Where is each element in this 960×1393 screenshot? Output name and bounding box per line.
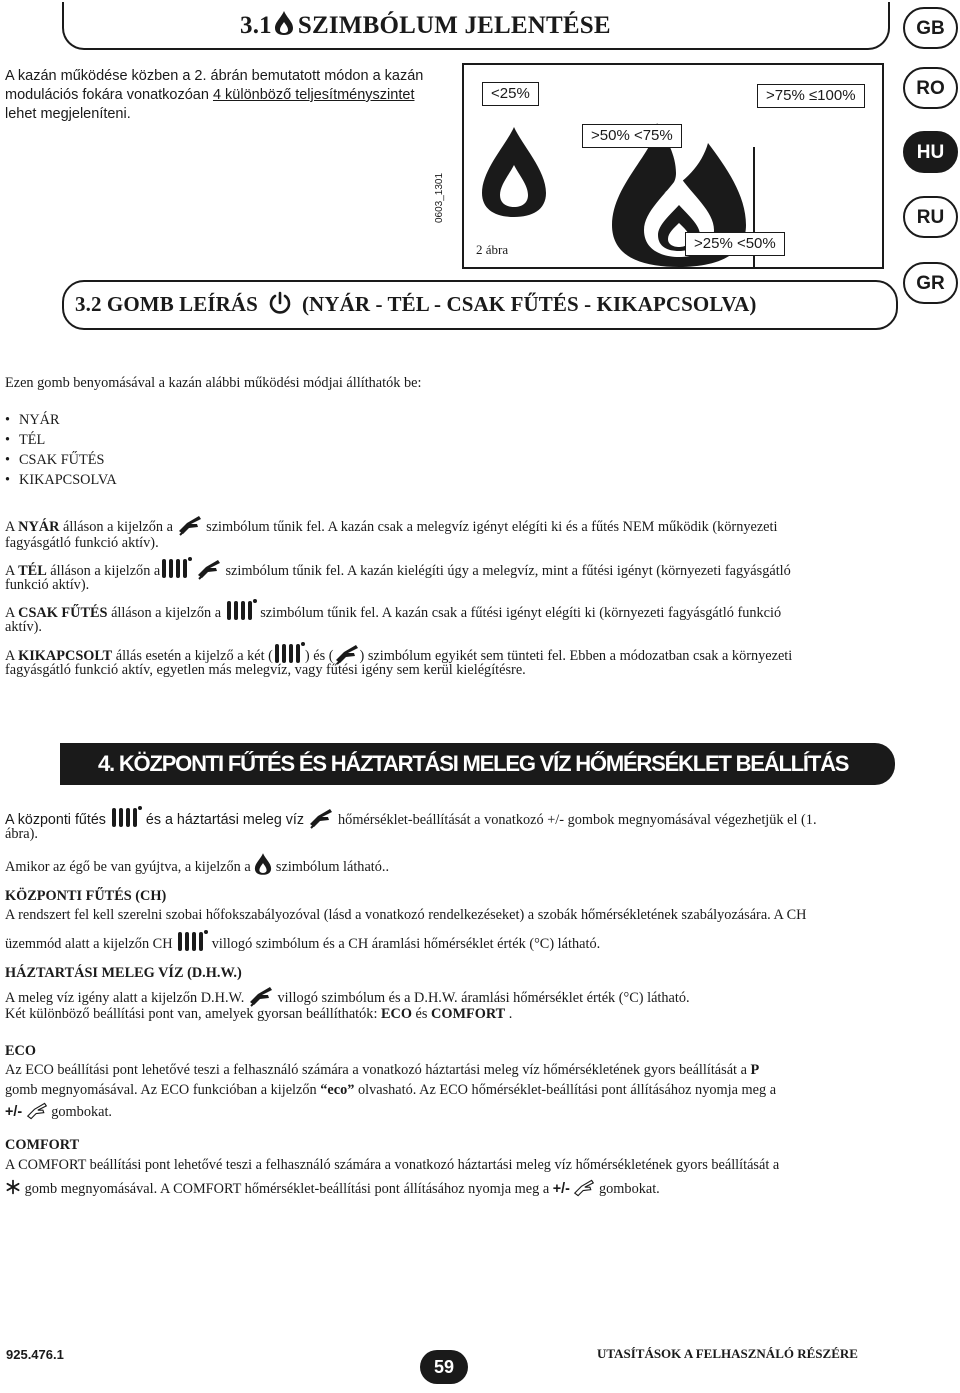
section-32-heading-right: (NYÁR - TÉL - CSAK FŰTÉS - KIKAPCSOLVA) (301, 292, 757, 316)
lang-tab-ro[interactable]: RO (903, 67, 958, 109)
ki-paragraph-line-2: fagyásgátló funkció aktív, egyetlen más melegvíz, vagy fűtési igény sem kerül kielégítésre. (5, 662, 526, 678)
figure-label-4: >25% <50% (685, 232, 785, 256)
figure-label-3: >75% ≤100% (757, 84, 865, 108)
s4-paragraph-1: A központi fűtés és a háztartási meleg víz hőmérséklet-beállítását a vonatkozó +/- gombok megnyomásával végezhetjük el (1. (5, 805, 885, 830)
page-number: 59 (420, 1350, 468, 1384)
modes-list (5, 411, 117, 491)
csak-paragraph-line-2: aktív). (5, 619, 42, 635)
eco-line-2: gomb megnyomásával. Az ECO funkcióban a kijelzőn “eco” olvasható. Az ECO hőmérséklet-beállítási pont állításához nyomja meg a (5, 1082, 777, 1098)
ch-heading: KÖZPONTI FŰTÉS (CH) (5, 888, 167, 904)
list-item: • TÉL (5, 432, 46, 448)
list-item: • KIKAPCSOLVA (5, 472, 117, 488)
section-31-heading: SZIMBÓLUM JELENTÉSE (297, 12, 611, 39)
dhw-heading: HÁZTARTÁSI MELEG VÍZ (D.H.W.) (5, 965, 242, 981)
figure-label-1: <25% (482, 82, 539, 106)
intro-line-2: modulációs fokára vonatkozóan (5, 87, 213, 103)
s4-paragraph-2: Amikor az égő be van gyújtva, a kijelzőn a szimbólum látható.. (5, 852, 885, 877)
nyar-paragraph-line-2: fagyásgátló funkció aktív). (5, 535, 159, 551)
radiator-icon (176, 929, 208, 953)
intro-line-1: A kazán működése közben a 2. ábrán bemutatott módon a kazán (5, 68, 424, 84)
comfort-heading: COMFORT (5, 1137, 80, 1153)
figure-caption: 2 ábra (476, 242, 509, 257)
tap-icon (248, 985, 274, 1007)
lang-tab-gb[interactable]: GB (903, 7, 958, 49)
figure-code: 0603_1301 (434, 172, 445, 223)
section-32-title (75, 289, 756, 319)
csak-paragraph-line-1: A CSAK FŰTÉS álláson a kijelzőn a szimbólum tűnik fel. A kazán csak a fűtési igényt elégíti ki (környezeti fagyásgátló funkció (5, 598, 885, 623)
eco-heading: ECO (5, 1043, 36, 1059)
section-32-intro: Ezen gomb benyomásával a kazán alábbi működési módjai állíthatók be: (5, 375, 422, 391)
doc-number: 925.476.1 (6, 1347, 64, 1362)
section-4-title: 4. KÖZPONTI FŰTÉS ÉS HÁZTARTÁSI MELEG VÍZ HŐMÉRSÉKLET BEÁLLÍTÁS (98, 751, 849, 776)
section-32-heading-left: 3.2 GOMB LEÍRÁS (75, 292, 258, 316)
nyar-paragraph-line-1: A NYÁR álláson a kijelzőn a szimbólum tűnik fel. A kazán csak a melegvíz igényt elégíti ki és a fűtés NEM működik (környezeti (5, 514, 885, 537)
ch-line-1: A rendszert fel kell szerelni szobai hőfokszabályozóval (lásd a vonatkozó rendelkezéseket) a szobák hőmérsékletének szabályozására. A CH (5, 907, 807, 923)
dhw-line-2: Két különböző beállítási pont van, amelyek gyorsan beállíthatók: ECO és COMFORT . (5, 1006, 513, 1022)
footer-title: UTASÍTÁSOK A FELHASZNÁLÓ RÉSZÉRE (597, 1346, 858, 1361)
list-item: • CSAK FŰTÉS (5, 452, 105, 468)
lang-tab-gr[interactable]: GR (903, 262, 958, 304)
section-31-number: 3.1 (240, 12, 272, 39)
list-item: • NYÁR (5, 412, 60, 428)
comfort-line-1: A COMFORT beállítási pont lehetővé teszi a felhasználó számára a vonatkozó háztartási meleg víz hőmérsékletének gyors beállítását a (5, 1157, 780, 1173)
tel-paragraph-line-2: funkció aktív). (5, 577, 90, 593)
flame-icon (274, 10, 294, 36)
lang-tab-ru[interactable]: RU (903, 196, 958, 238)
tap-icon (177, 514, 203, 536)
intro-line-3: lehet megjeleníteni. (5, 106, 131, 122)
tap-outline-icon (26, 1101, 48, 1121)
figure-label-2: >50% <75% (582, 124, 682, 148)
intro-line-2-underlined: 4 különböző teljesítményszintet (212, 87, 415, 103)
ki-paragraph-line-1: A KIKAPCSOLT állás esetén a kijelző a két ( ) és ( ) szimbólum egyikét sem tünteti fel. Ebben a módozatban csak a környezeti (5, 641, 885, 666)
flame-icon (254, 852, 272, 876)
s4-paragraph-1-end: ábra). (5, 826, 38, 842)
section-31-title (240, 10, 611, 41)
section-31-intro (5, 67, 455, 124)
power-icon (268, 291, 292, 315)
lang-tab-hu[interactable]: HU (903, 131, 958, 173)
tel-paragraph-line-1: A TÉL álláson a kijelzőn a szimbólum tűnik fel. A kazán kielégíti úgy a melegvíz, mint a fűtési igényt (környezeti fagyásgátló (5, 556, 885, 581)
eco-line-1: Az ECO beállítási pont lehetővé teszi a felhasználó számára a vonatkozó háztartási meleg víz hőmérsékletének gyors beállítását a P (5, 1062, 760, 1078)
ch-line-2: üzemmód alatt a kijelzőn CH villogó szimbólum és a CH áramlási hőmérséklet érték (°C) látható. (5, 929, 885, 954)
tap-outline-icon (573, 1178, 595, 1198)
dhw-line-1: A meleg víz igény alatt a kijelzőn D.H.W. villogó szimbólum és a D.H.W. áramlási hőmérséklet érték (°C) látható. (5, 985, 885, 1008)
comfort-line-2: gomb megnyomásával. A COMFORT hőmérséklet-beállítási pont állításához nyomja meg a +/- gombokat. (5, 1178, 885, 1199)
eco-line-3: +/- gombokat. (5, 1101, 885, 1122)
snowflake-icon (5, 1179, 21, 1195)
